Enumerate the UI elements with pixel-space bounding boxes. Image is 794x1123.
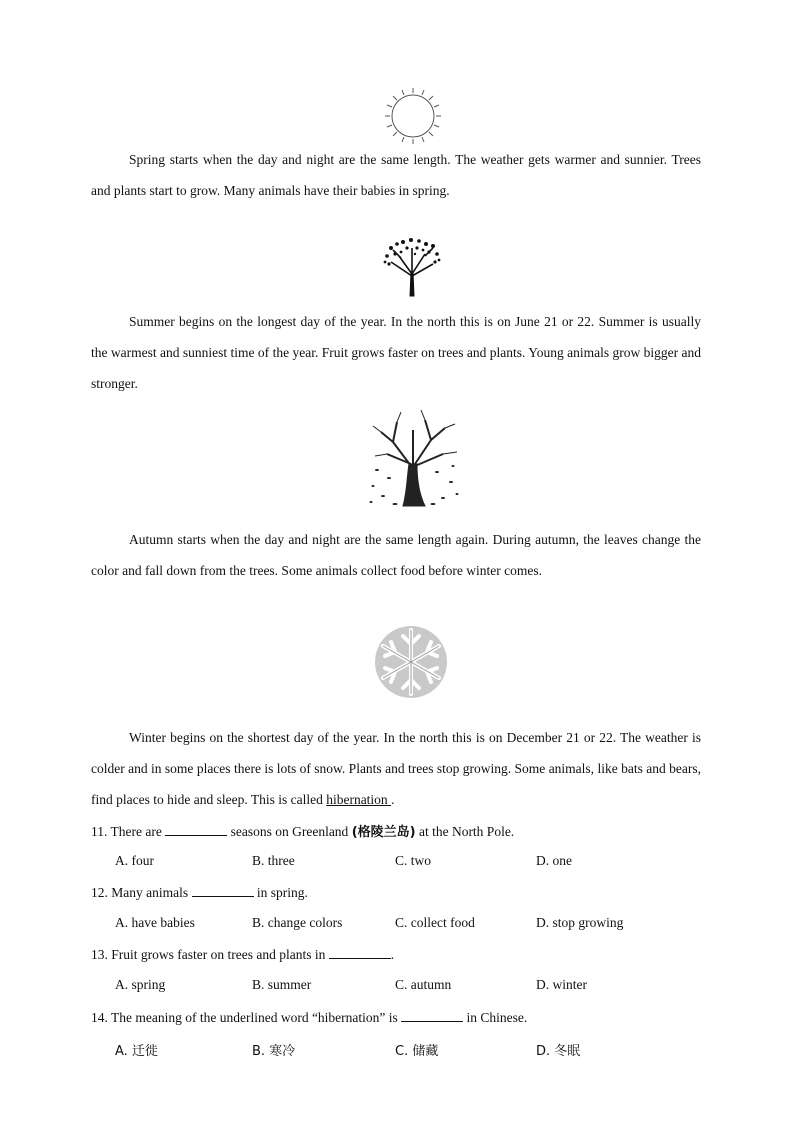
question-12: 12. Many animals in spring. <box>91 885 308 900</box>
option-a[interactable]: A. four <box>115 853 154 868</box>
hibernation-word: hibernation <box>326 792 388 807</box>
answer-blank[interactable] <box>192 884 254 897</box>
option-b[interactable]: B. 寒冷 <box>252 1044 296 1059</box>
paragraph-autumn: Autumn starts when the day and night are the same length again. During autumn, the leaves change the color and fall down from the trees. Some animals collect food before winter comes. <box>91 532 701 578</box>
option-c[interactable]: C. collect food <box>395 915 475 930</box>
option-d[interactable]: D. winter <box>536 977 587 992</box>
paragraph-summer: Summer begins on the longest day of the year. In the north this is on June 21 or 22. Summer is usually the warmest and sunniest time of the year. Fruit grows faster on trees and plants. Young animals grow bigger and stronger. <box>91 314 701 391</box>
option-b[interactable]: B. change colors <box>252 915 343 930</box>
question-14: 14. The meaning of the underlined word “hibernation” is in Chinese. <box>91 1010 528 1025</box>
option-d[interactable]: D. 冬眠 <box>536 1044 581 1059</box>
option-c[interactable]: C. 储藏 <box>395 1044 439 1059</box>
blossom-tree-icon <box>381 234 443 296</box>
answer-blank[interactable] <box>329 946 391 959</box>
option-a[interactable]: A. 迁徙 <box>115 1044 158 1059</box>
option-d[interactable]: D. stop growing <box>536 915 624 930</box>
option-b[interactable]: B. summer <box>252 977 312 992</box>
answer-blank[interactable] <box>165 823 227 836</box>
question-13: 13. Fruit grows faster on trees and plants in . <box>91 947 395 962</box>
option-a[interactable]: A. have babies <box>115 915 195 930</box>
snowflake-icon <box>373 624 449 700</box>
option-c[interactable]: C. two <box>395 853 432 868</box>
question-11: 11. There are seasons on Greenland (格陵兰岛) at the North Pole. <box>91 824 515 840</box>
option-b[interactable]: B. three <box>252 853 295 868</box>
option-a[interactable]: A. spring <box>115 977 166 992</box>
option-c[interactable]: C. autumn <box>395 977 452 992</box>
option-d[interactable]: D. one <box>536 853 572 868</box>
paragraph-spring: Spring starts when the day and night are the same length. The weather gets warmer and sunnier. Trees and plants start to grow. Many animals have their babies in spring. <box>91 152 701 198</box>
paragraph-winter: Winter begins on the shortest day of the year. In the north this is on December 21 or 22. The weather is colder and in some places there is lots of snow. Plants and trees stop growing. Some animals, like bats and bears, find places to hide and sleep. This is called hibernation . <box>91 730 701 807</box>
answer-blank[interactable] <box>401 1009 463 1022</box>
bare-tree-icon <box>367 406 463 510</box>
sun-icon <box>383 86 443 146</box>
